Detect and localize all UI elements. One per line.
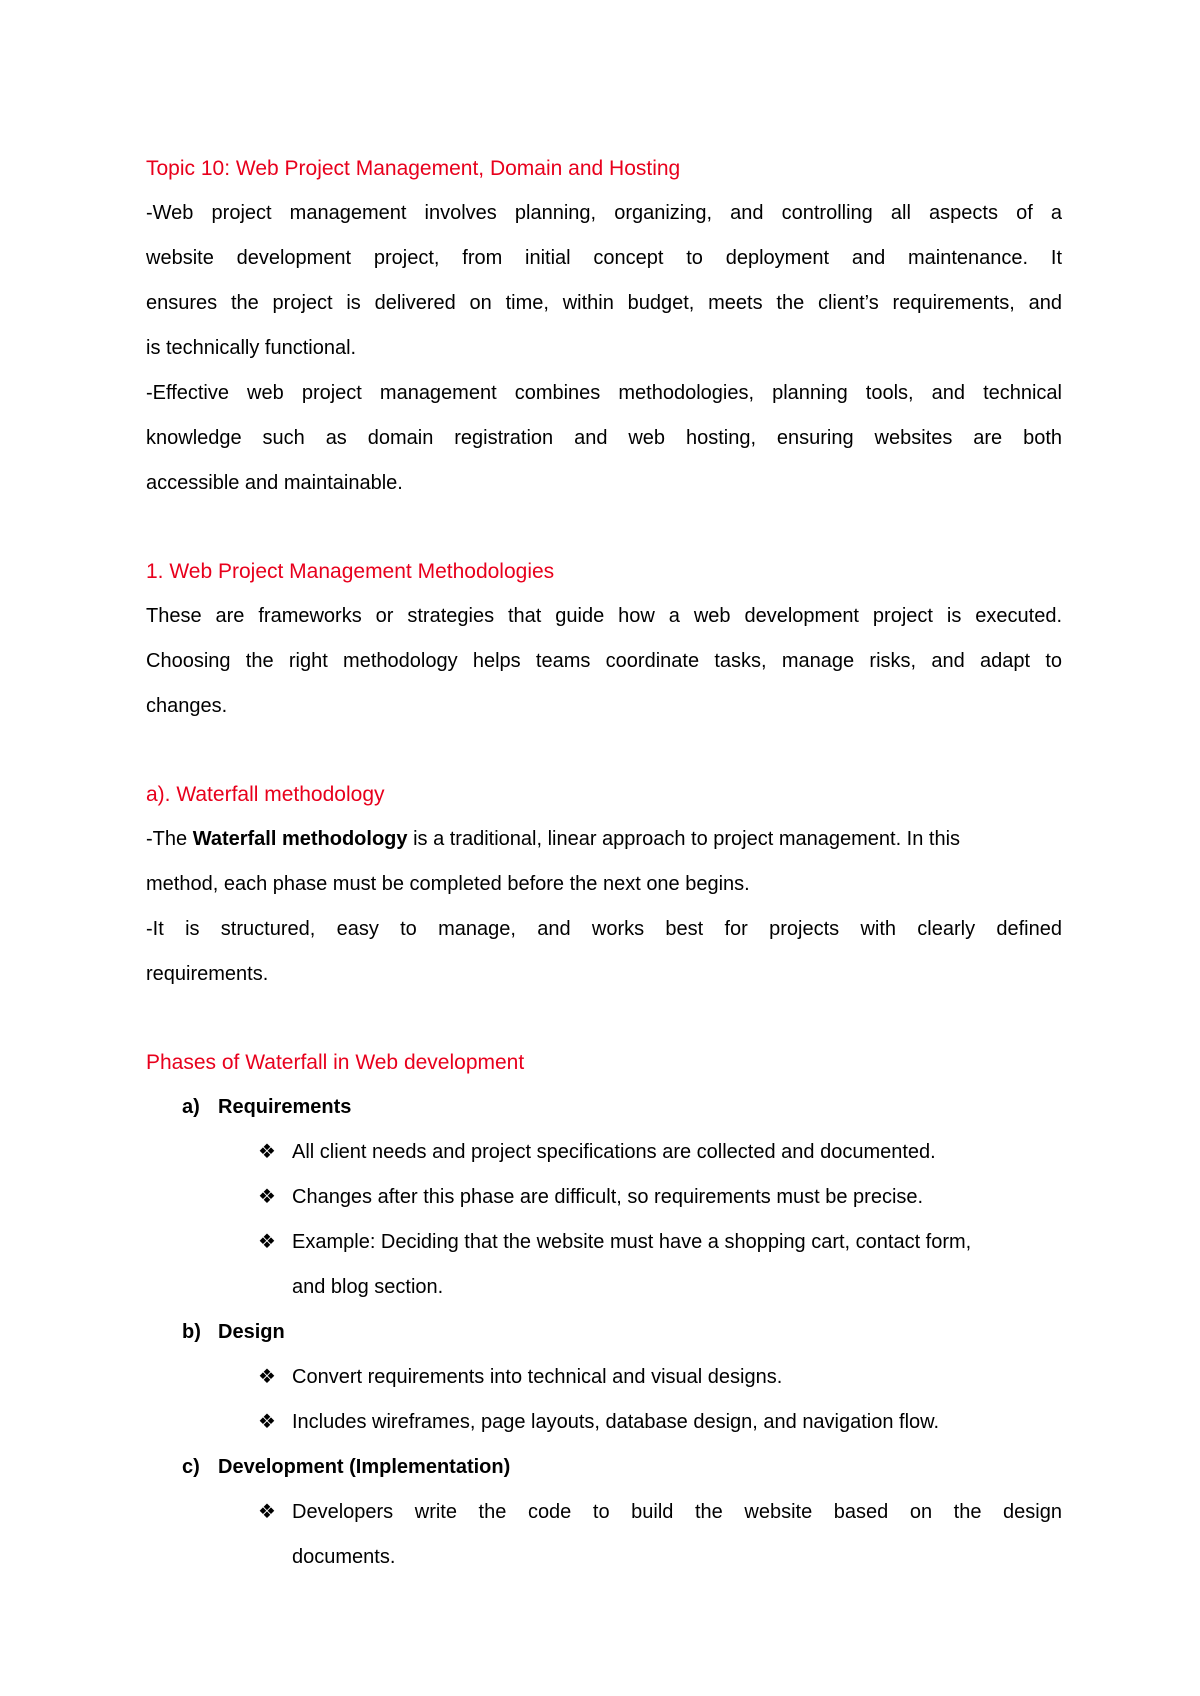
phase-letter: b) <box>182 1321 201 1343</box>
spacer <box>146 729 1062 772</box>
bullet-continuation: documents. <box>292 1546 396 1568</box>
intro-p1-line: -Web project management involves planning, organizing, and controlling all aspects of a <box>146 202 1062 224</box>
phase-title: Design <box>218 1321 285 1343</box>
methodologies-line: changes. <box>146 695 228 717</box>
diamond-bullet-icon: ❖ <box>258 1501 276 1523</box>
phase-heading-development <box>146 1445 1062 1490</box>
phase-title: Development (Implementation) <box>218 1456 511 1478</box>
section-heading-waterfall: a). Waterfall methodology <box>146 783 385 806</box>
intro-p1-line: ensures the project is delivered on time, within budget, meets the client’s requirements, and <box>146 292 1062 314</box>
phase-letter: a) <box>182 1096 200 1118</box>
intro-p1-line: is technically functional. <box>146 337 357 359</box>
section-heading-methodologies: 1. Web Project Management Methodologies <box>146 560 555 583</box>
document-page <box>146 146 1062 1580</box>
bullet-item <box>146 1490 1062 1535</box>
intro-paragraph-2 <box>146 371 1062 506</box>
intro-p2-line: accessible and maintainable. <box>146 472 403 494</box>
diamond-bullet-icon: ❖ <box>258 1141 276 1163</box>
waterfall-line-1-prefix: -The <box>146 828 193 850</box>
bullet-text: Changes after this phase are difficult, so requirements must be precise. <box>292 1186 924 1208</box>
bullet-text: Convert requirements into technical and visual designs. <box>292 1366 783 1388</box>
diamond-bullet-icon: ❖ <box>258 1411 276 1433</box>
waterfall-paragraph <box>146 817 1062 997</box>
methodologies-paragraph <box>146 594 1062 729</box>
bullet-text: All client needs and project specifications are collected and documented. <box>292 1141 936 1163</box>
bullet-item <box>146 1130 1062 1175</box>
intro-p1-line: website development project, from initial concept to deployment and maintenance. It <box>146 247 1062 269</box>
document-title: Topic 10: Web Project Management, Domain and Hosting <box>146 157 681 180</box>
waterfall-term: Waterfall methodology <box>192 828 408 850</box>
phase-title: Requirements <box>218 1096 352 1118</box>
phase-letter: c) <box>182 1456 200 1478</box>
diamond-bullet-icon: ❖ <box>258 1186 276 1208</box>
phase-heading-design <box>146 1310 1062 1355</box>
bullet-item <box>146 1355 1062 1400</box>
intro-p2-line: -Effective web project management combines methodologies, planning tools, and technical <box>146 382 1062 404</box>
bullet-text: Includes wireframes, page layouts, database design, and navigation flow. <box>292 1411 940 1433</box>
spacer <box>146 997 1062 1040</box>
waterfall-line-2: method, each phase must be completed before the next one begins. <box>146 873 750 895</box>
intro-p2-line: knowledge such as domain registration and web hosting, ensuring websites are both <box>146 427 1062 449</box>
waterfall-line-1-suffix: is a traditional, linear approach to project management. In this <box>407 828 961 850</box>
intro-paragraph-1 <box>146 191 1062 371</box>
methodologies-line: These are frameworks or strategies that guide how a web development project is executed. <box>146 605 1062 627</box>
diamond-bullet-icon: ❖ <box>258 1366 276 1388</box>
bullet-item <box>146 1220 1062 1265</box>
bullet-text: Developers write the code to build the website based on the design <box>292 1501 1062 1523</box>
phase-heading-requirements <box>146 1085 1062 1130</box>
diamond-bullet-icon: ❖ <box>258 1231 276 1253</box>
bullet-item <box>146 1175 1062 1220</box>
spacer <box>146 506 1062 549</box>
methodologies-line: Choosing the right methodology helps teams coordinate tasks, manage risks, and adapt to <box>146 650 1062 672</box>
bullet-continuation: and blog section. <box>292 1276 444 1298</box>
bullet-text: Example: Deciding that the website must have a shopping cart, contact form, <box>292 1231 972 1253</box>
section-heading-phases: Phases of Waterfall in Web development <box>146 1051 525 1074</box>
waterfall-line-4: requirements. <box>146 963 269 985</box>
waterfall-line-3: -It is structured, easy to manage, and works best for projects with clearly defined <box>146 918 1062 940</box>
bullet-item <box>146 1400 1062 1445</box>
waterfall-line-1 <box>146 817 1062 862</box>
